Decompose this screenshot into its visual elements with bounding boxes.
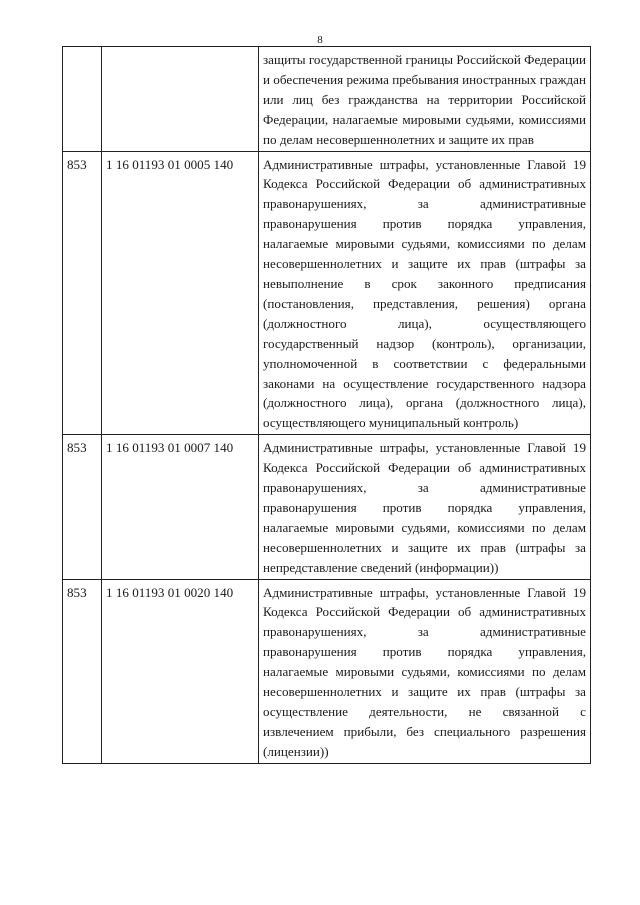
table-row — [63, 435, 591, 579]
budget-code-cell: 1 16 01193 01 0020 140 — [102, 579, 259, 763]
description-cell: Административные штрафы, установленные Главой 19 Кодекса Российской Федерации об административных правонарушениях, за административные правонарушения против порядка управления, налагаемые мировыми судьями, комиссиями по делам несовершеннолетних и защите их прав (штрафы за непредставление сведений (информации)) — [259, 435, 591, 579]
table-row — [63, 151, 591, 435]
budget-code-cell: 1 16 01193 01 0005 140 — [102, 151, 259, 435]
description-cell: защиты государственной границы Российской Федерации и обеспечения режима пребывания иностранных граждан или лиц без гражданства на территории Российской Федерации, налагаемые мировыми судьями, комиссиями по делам несовершеннолетних и защите их прав — [259, 47, 591, 152]
revenue-codes-table — [62, 46, 591, 764]
table-row — [63, 47, 591, 152]
admin-code-cell: 853 — [63, 579, 102, 763]
admin-code-cell — [63, 47, 102, 152]
description-cell: Административные штрафы, установленные Главой 19 Кодекса Российской Федерации об административных правонарушениях, за административные правонарушения против порядка управления, налагаемые мировыми судьями, комиссиями по делам несовершеннолетних и защите их прав (штрафы за осуществление деятельности, не связанной с извлечением прибыли, без специального разрешения (лицензии)) — [259, 579, 591, 763]
budget-code-cell: 1 16 01193 01 0007 140 — [102, 435, 259, 579]
admin-code-cell: 853 — [63, 151, 102, 435]
budget-code-cell — [102, 47, 259, 152]
description-cell: Административные штрафы, установленные Главой 19 Кодекса Российской Федерации об административных правонарушениях, за административные правонарушения против порядка управления, налагаемые мировыми судьями, комиссиями по делам несовершеннолетних и защите их прав (штрафы за невыполнение в срок законного предписания (постановления, представления, решения) органа (должностного лица), осуществляющего государственный надзор (контроль), организации, уполномоченной в соответствии с федеральными законами на осуществление государственного надзора (должностного лица), органа (должностного лица), осуществляющего муниципальный контроль) — [259, 151, 591, 435]
table-row — [63, 579, 591, 763]
admin-code-cell: 853 — [63, 435, 102, 579]
page-number: 8 — [317, 34, 323, 46]
